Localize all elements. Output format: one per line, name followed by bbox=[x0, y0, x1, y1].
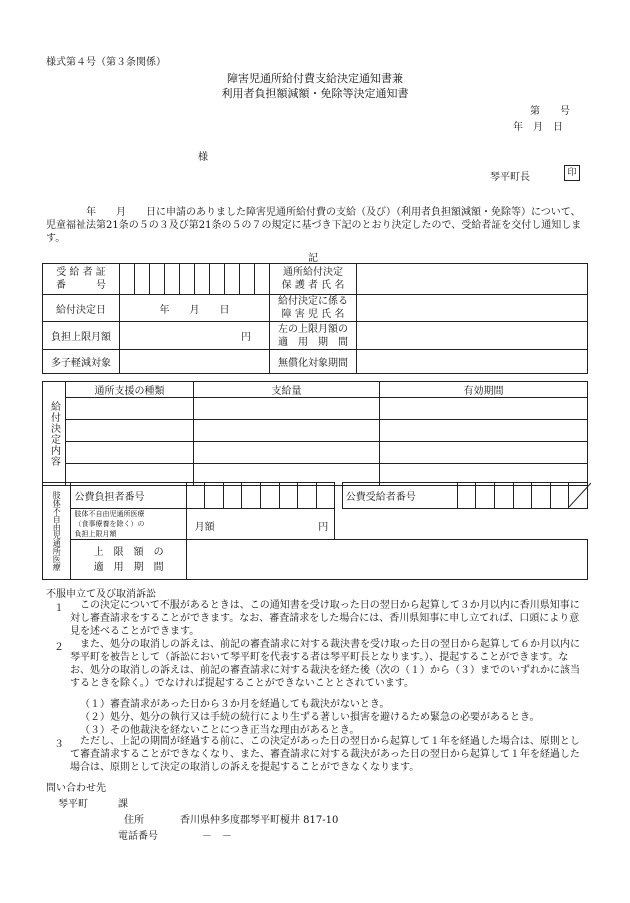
digit-cell bbox=[513, 483, 532, 509]
seal-box: 印 bbox=[564, 165, 580, 181]
free-period-value bbox=[357, 350, 588, 374]
issuer-name: 琴平町長 bbox=[490, 172, 530, 183]
sub-item-2: （２）処分、処分の執行又は手続の続行により生ずる著しい損害を避けるため緊急の必要があるとき。 bbox=[80, 712, 540, 723]
multi-child-label: 多子軽減対象 bbox=[43, 350, 120, 374]
appeal-num-2: ２ bbox=[54, 642, 64, 653]
service-table bbox=[42, 381, 588, 486]
recipient-no-label: 受 給 者 証 番 号 bbox=[43, 264, 120, 295]
digit-cell bbox=[223, 483, 242, 509]
period-value bbox=[357, 322, 588, 350]
free-period-label: 無償化対象期間 bbox=[270, 350, 357, 374]
sub-item-3: （３）その他裁決を経ないことにつき正当な理由があるとき。 bbox=[80, 725, 360, 736]
digit-cell bbox=[255, 264, 270, 295]
digit-cell bbox=[476, 483, 495, 509]
service-row-cell bbox=[380, 442, 588, 464]
contact-heading: 問い合わせ先 bbox=[46, 783, 106, 794]
recipient-public-no-label: 公費受給者番号 bbox=[342, 483, 457, 509]
check-digit-cell bbox=[569, 483, 588, 509]
address-value: 香川県仲多度郡琴平町榎井 817-10 bbox=[180, 815, 339, 826]
medical-limit-label: 肢体不自由児通所医療 （食事療養を除く）の 負担上限月額 bbox=[71, 509, 186, 540]
sub-item-1: （１）審査請求があった日から３か月を経過しても裁決がないとき。 bbox=[80, 699, 390, 710]
appeal-text-3: ただし、上記の期間が経過する前に、この決定があった日の翌日から起算して１年を経過した場合は、原則として審査請求することができなくなり、また、審査請求に対する裁決があった日の翌日から起算して１年を経過した場合は、原則として決定の取消しの訴えを提起することができなくなります。 bbox=[70, 736, 580, 773]
appeal-num-3: ３ bbox=[54, 739, 64, 750]
appeal-text-1: この決定について不服があるときは、この通知書を受け取った日の翌日から起算して３か月以内に香川県知事に対し審査請求をすることができます。なお、審査請求をした場合には、香川県知事に申し立てれば、口頭により意見を述べることができます。 bbox=[70, 600, 580, 637]
slash-mark bbox=[569, 483, 591, 507]
digit-cell bbox=[205, 483, 224, 509]
period-label: 左の上限月額の 適 用 期 間 bbox=[270, 322, 357, 350]
digit-cell bbox=[210, 264, 225, 295]
digit-cell bbox=[186, 483, 205, 509]
title-line-2: 利用者負担額減額・免除等決定通知書 bbox=[221, 87, 409, 100]
service-row-cell bbox=[194, 420, 380, 442]
digit-cell bbox=[240, 264, 255, 295]
valid-period-header: 有効期間 bbox=[380, 382, 588, 398]
limit-period-value bbox=[186, 540, 587, 580]
decision-date-label: 給付決定日 bbox=[43, 295, 120, 322]
digit-cell bbox=[532, 483, 551, 509]
service-row-cell bbox=[66, 398, 194, 420]
upper-limit-value: 円 bbox=[120, 322, 270, 350]
medical-table bbox=[42, 482, 588, 580]
phone-value: － － bbox=[202, 831, 232, 842]
digit-cell bbox=[279, 483, 298, 509]
digit-cell bbox=[195, 264, 210, 295]
service-row-cell bbox=[66, 420, 194, 442]
digit-cell bbox=[180, 264, 195, 295]
title-line-1: 障害児通所給付費支給決定通知書兼 bbox=[227, 72, 403, 85]
yen-label: 円 bbox=[318, 522, 329, 533]
appeal-heading: 不服申立て及び取消訴訟 bbox=[46, 589, 156, 600]
limit-period-label: 上 限 額 の 適 用 期 間 bbox=[71, 540, 186, 580]
digit-cell bbox=[316, 483, 335, 509]
medical-side-label: 肢体不自由児通所医療 bbox=[52, 491, 62, 571]
contact-org: 琴平町 課 bbox=[58, 799, 128, 810]
digit-cell bbox=[298, 483, 317, 509]
document-date: 年 月 日 bbox=[513, 122, 563, 133]
service-row-cell bbox=[380, 420, 588, 442]
address-label: 住所 bbox=[124, 815, 144, 826]
document-number: 第 号 bbox=[530, 106, 570, 117]
digit-cell bbox=[165, 264, 180, 295]
upper-limit-label: 負担上限月額 bbox=[43, 322, 120, 350]
appeal-text-2: また、処分の取消しの訴えは、前記の審査請求に対する裁決書を受け取った日の翌日から起算して６か月以内に琴平町を被告として（訴訟において琴平町を代表する者は琴平町長となります。）、提起することができます。なお、処分の取消しの訴えは、前記の審査請求に対する裁決を経た後（次の（１）から（３）までのいずれかに該当するときを除く。）でなければ提起することができないこととされています。 bbox=[70, 639, 580, 689]
recipient-honorific: 様 bbox=[198, 152, 208, 163]
decision-date-value: 年 月 日 bbox=[120, 295, 270, 322]
payer-no-label: 公費負担者番号 bbox=[71, 483, 186, 509]
digit-cell bbox=[242, 483, 261, 509]
ki-marker: 記 bbox=[308, 253, 318, 264]
intro-paragraph: 年 月 日に申請のありました障害児通所給付費の支給（及び）（利用者負担額減額・免除等）について、児童福祉法第21条の５の３及び第21条の５の７の規定に基づき下記のとおり決定したので、受給者証を交付し通知します。 bbox=[46, 207, 582, 244]
service-type-header: 通所支援の種類 bbox=[66, 382, 194, 398]
service-row-cell bbox=[194, 398, 380, 420]
child-name-value bbox=[357, 295, 588, 322]
digit-cell bbox=[225, 264, 240, 295]
amount-header: 支給量 bbox=[194, 382, 380, 398]
guardian-name-label: 通所給付決定 保 護 者 氏 名 bbox=[270, 264, 357, 295]
appeal-num-1: １ bbox=[54, 603, 64, 614]
decision-table bbox=[42, 263, 588, 374]
digit-cell bbox=[150, 264, 165, 295]
digit-cell bbox=[135, 264, 150, 295]
service-row-cell bbox=[380, 398, 588, 420]
child-name-label: 給付決定に係る 障 害 児 氏 名 bbox=[270, 295, 357, 322]
digit-cell bbox=[260, 483, 279, 509]
service-row-cell bbox=[66, 442, 194, 464]
monthly-label: 月額 bbox=[194, 522, 215, 533]
phone-label: 電話番号 bbox=[118, 831, 158, 842]
guardian-name-value bbox=[357, 264, 588, 295]
service-side-label: 給付決定内容 bbox=[48, 400, 60, 467]
digit-cell bbox=[495, 483, 514, 509]
service-row-cell bbox=[194, 442, 380, 464]
medical-limit-value bbox=[186, 509, 335, 540]
digit-cell bbox=[120, 264, 135, 295]
digit-cell bbox=[457, 483, 476, 509]
digit-cell bbox=[550, 483, 569, 509]
multi-child-value bbox=[120, 350, 270, 374]
form-number: 様式第４号（第３条関係） bbox=[46, 57, 166, 68]
